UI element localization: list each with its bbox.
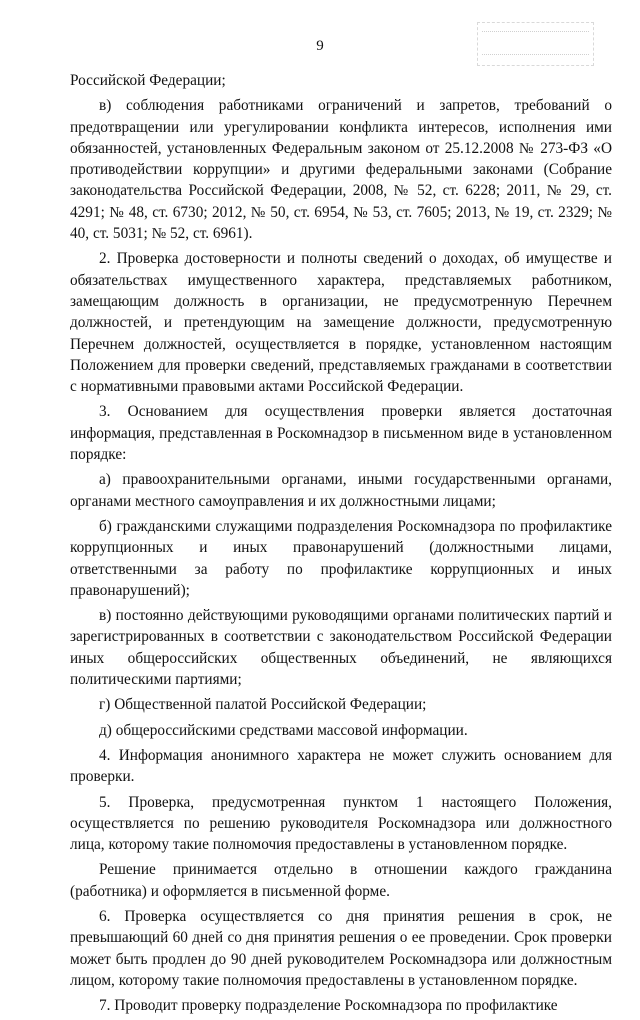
paragraph-3: 3. Основанием для осуществления проверки является достаточная информация, представленная в Роскомнадзор в письменном виде в установленном порядке: — [70, 403, 612, 464]
registration-stamp — [477, 22, 594, 66]
paragraph-6: 6. Проверка осуществляется со дня принятия решения в срок, не превышающий 60 дней со дня принятия решения о ее проведении. Срок проверки может быть продлен до 90 дней руководителем Роскомнадзора или должностным лицом, которому такие полномочия предоставлены в установленном порядке. — [70, 907, 612, 989]
paragraph-item-v: в) соблюдения работниками ограничений и запретов, требований о предотвращении или урегулировании конфликта интересов, исполнения ими обязанностей, установленных Федеральным законом от 25.12.2008 № 273-ФЗ «О противодействии коррупции» и другими федеральными законами (Собрание законодательства Российской Федерации, 2008, № 52, ст. 6228; 2011, № 29, ст. 4291; № 48, ст. 6730; 2012, № 50, ст. 6954, № 53, ст. 7605; 2013, № 19, ст. 2329; № 40, ст. 5031; № 52, ст. 6961). — [70, 97, 612, 243]
paragraph-5-decision: Решение принимается отдельно в отношении каждого гражданина (работника) и оформляется в письменной форме. — [70, 861, 612, 900]
paragraph-7: 7. Проводит проверку подразделение Роскомнадзора по профилактике — [99, 997, 558, 1015]
paragraph-4: 4. Информация анонимного характера не может служить основанием для проверки. — [70, 746, 612, 786]
paragraph-3-item-g: г) Общественной палатой Российской Федерации; — [99, 696, 427, 714]
page-number: 9 — [316, 38, 324, 54]
paragraph-continuation: Российской Федерации; — [70, 72, 226, 89]
paragraph-3-item-v: в) постоянно действующими руководящими органами политических партий и зарегистрированных в соответствии с законодательством Российской Федерации иных общероссийских общественных объединений, не являющихся политическими партиями; — [70, 607, 612, 689]
paragraph-3-item-a: а) правоохранительными органами, иными государственными органами, органами местного самоуправления и их должностными лицами; — [70, 471, 612, 510]
paragraph-5: 5. Проверка, предусмотренная пунктом 1 настоящего Положения, осуществляется по решению руководителя Роскомнадзора или должностного лица, которому такие полномочия предоставлены в установленном порядке. — [70, 793, 612, 854]
paragraph-3-item-b: б) гражданскими служащими подразделения Роскомнадзора по профилактике коррупционных и иных правонарушений (должностными лицами, ответственными за работу по профилактике коррупционных и иных правонарушений); — [70, 517, 612, 599]
paragraph-2: 2. Проверка достоверности и полноты сведений о доходах, об имуществе и обязательствах имущественного характера, представляемых работником, замещающим должность в организации, не предусмотренную Перечнем должностей, и претендующим на замещение должности, предусмотренную Перечнем должностей, осуществляется в порядке, установленном настоящим Положением для проверки сведений, представляемых гражданами в соответствии с нормативными правовыми актами Российской Федерации. — [70, 250, 612, 396]
paragraph-3-item-d: д) общероссийскими средствами массовой информации. — [99, 721, 468, 739]
document-body — [70, 70, 612, 1020]
